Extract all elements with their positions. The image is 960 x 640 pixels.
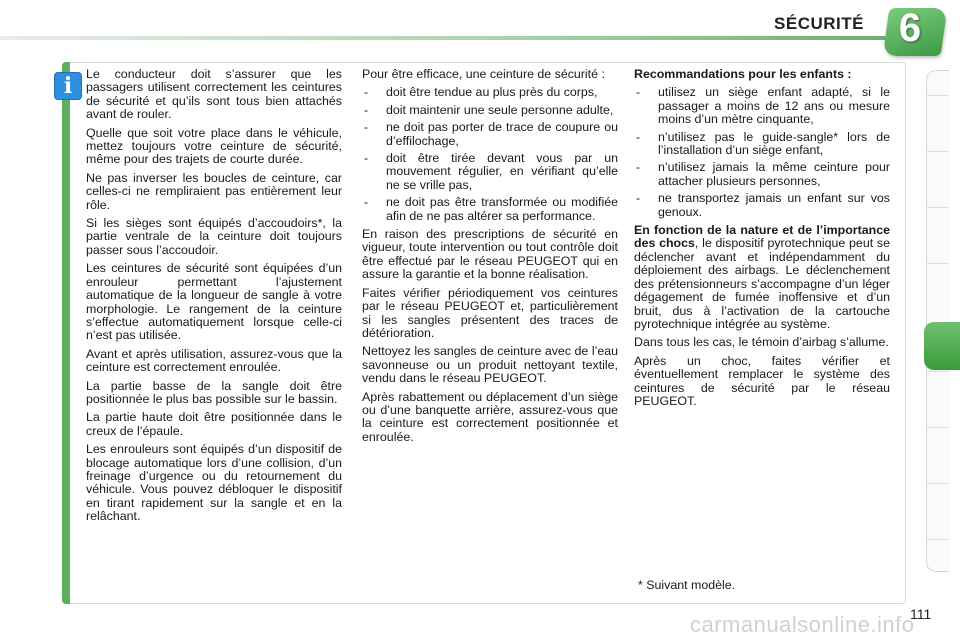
- section-title: SÉCURITÉ: [774, 14, 864, 33]
- paragraph: Faites vérifier périodiquement vos ceintures par le réseau PEUGEOT et, particulièrement si les sangles présentent des traces de détérioration.: [362, 285, 618, 340]
- column-3: [634, 68, 890, 413]
- paragraph: Les ceintures de sécurité sont équipées d’un enrouleur permettant l’ajustement automatique de la longueur de sangle à votre morphologie. Le rangement de la ceinture s’effectue automatiquement lorsque celle-ci n’est pas utilisée.: [86, 261, 342, 343]
- dash-marker: -: [364, 102, 369, 117]
- dash-marker: -: [364, 151, 369, 166]
- paragraph: Nettoyez les sangles de ceinture avec de l’eau savonneuse ou un produit nettoyant textile, vendu dans le réseau PEUGEOT.: [362, 344, 618, 386]
- dash-marker: -: [636, 85, 641, 100]
- list-item: - ne doit pas porter de trace de coupure ou d’effilochage,: [364, 120, 618, 148]
- watermark: carmanualsonline.info: [690, 612, 915, 637]
- section-heading: Recommandations pour les enfants :: [634, 67, 852, 81]
- list-item: - doit être tirée devant vous par un mouvement régulier, en vérifiant qu’elle ne se vrille pas,: [364, 151, 618, 192]
- thumb-tab-active: [924, 322, 960, 370]
- list-item: - n’utilisez pas le guide-sangle* lors de l’installation d’un siège enfant,: [636, 129, 890, 158]
- thumb-divider: [927, 539, 949, 540]
- list-item: - n’utilisez jamais la même ceinture pour attacher plusieurs personnes,: [636, 160, 890, 188]
- list-item: - ne doit pas être transformée ou modifiée afin de ne pas altérer sa performance.: [364, 195, 618, 223]
- paragraph: Si les sièges sont équipés d’accoudoirs*, la partie ventrale de la ceinture doit toujours passer sous l’accoudoir.: [86, 216, 342, 257]
- paragraph: Dans tous les cas, le témoin d’airbag s’allume.: [634, 335, 889, 350]
- info-icon: i: [54, 72, 82, 100]
- footnote: * Suivant modèle.: [638, 578, 736, 592]
- paragraph: Les enrouleurs sont équipés d’un dispositif de blocage automatique lors d’une collision, d’un freinage d’urgence ou du retournement du véhicule. Vous pouvez débloquer le dispositif en tirant rapidement sur la sangle et en la relâchant.: [86, 442, 342, 524]
- paragraph: Après un choc, faites vérifier et éventuellement remplacer le système des ceintures de sécurité par le réseau PEUGEOT.: [634, 353, 890, 408]
- thumb-divider: [927, 207, 949, 208]
- thumb-divider: [927, 483, 949, 484]
- dash-marker: -: [364, 85, 369, 100]
- list-item: - doit être tendue au plus près du corps,: [364, 85, 598, 100]
- list-item: - doit maintenir une seule personne adulte,: [364, 102, 614, 117]
- dash-marker: -: [364, 195, 369, 210]
- paragraph: Avant et après utilisation, assurez-vous que la ceinture est correctement enroulée.: [86, 346, 342, 375]
- panel-accent-bar: [62, 62, 70, 604]
- paragraph: Après rabattement ou déplacement d’un siège ou d’une banquette arrière, assurez-vous que la ceinture est correctement positionnée et enroulée.: [362, 389, 618, 444]
- paragraph: Pour être efficace, une ceinture de sécurité :: [362, 67, 605, 81]
- paragraph: En raison des prescriptions de sécurité en vigueur, toute intervention ou tout contrôle doit être effectué par le réseau PEUGEOT qui en assure la garantie et la bonne réalisation.: [362, 227, 618, 282]
- bold-lead: En fonction de la nature et de l’importance des chocs: [634, 223, 890, 251]
- paragraph: En fonction de la nature et de l’importance des chocs, le dispositif pyrotechnique peut se déclencher avant et indépendamment du déploiement des airbags. Le déclenchement des prétensionneurs s’accompagne d’un léger dégagement de fumée inoffensive et d’un bruit, dus à l’activation de la cartouche pyrotechnique intégrée au système.: [634, 223, 890, 331]
- paragraph: Ne pas inverser les boucles de ceinture, car celles-ci ne rempliraient pas entièrement leur rôle.: [86, 170, 342, 212]
- header-rule: [0, 36, 890, 40]
- column-1: [86, 68, 342, 529]
- paragraph: La partie haute doit être positionnée dans le creux de l’épaule.: [86, 410, 342, 438]
- column-2: [362, 68, 618, 449]
- thumb-divider: [927, 95, 949, 96]
- list-item: - ne transportez jamais un enfant sur vos genoux.: [636, 191, 890, 219]
- thumb-divider: [927, 263, 949, 264]
- chapter-number: 6: [898, 6, 922, 50]
- list-item: - utilisez un siège enfant adapté, si le passager a moins de 12 ans ou mesure moins d’un mètre cinquante,: [636, 85, 890, 127]
- thumb-index: [926, 70, 949, 572]
- bullet-list: [634, 86, 890, 219]
- page-number: 111: [910, 606, 932, 622]
- thumb-divider: [927, 151, 949, 152]
- dash-marker: -: [636, 129, 641, 144]
- bullet-list: [362, 86, 618, 223]
- paragraph: Le conducteur doit s’assurer que les passagers utilisent correctement les ceintures de sécurité et qu’ils sont tous bien attachés avant de rouler.: [86, 67, 342, 122]
- dash-marker: -: [636, 160, 641, 175]
- dash-marker: -: [364, 120, 369, 135]
- thumb-divider: [927, 371, 949, 372]
- paragraph: Quelle que soit votre place dans le véhicule, mettez toujours votre ceinture de sécurité, même pour des trajets de courte durée.: [86, 125, 342, 167]
- paragraph: La partie basse de la sangle doit être positionnée le plus bas possible sur le bassin.: [86, 378, 342, 406]
- dash-marker: -: [636, 191, 641, 206]
- thumb-divider: [927, 427, 949, 428]
